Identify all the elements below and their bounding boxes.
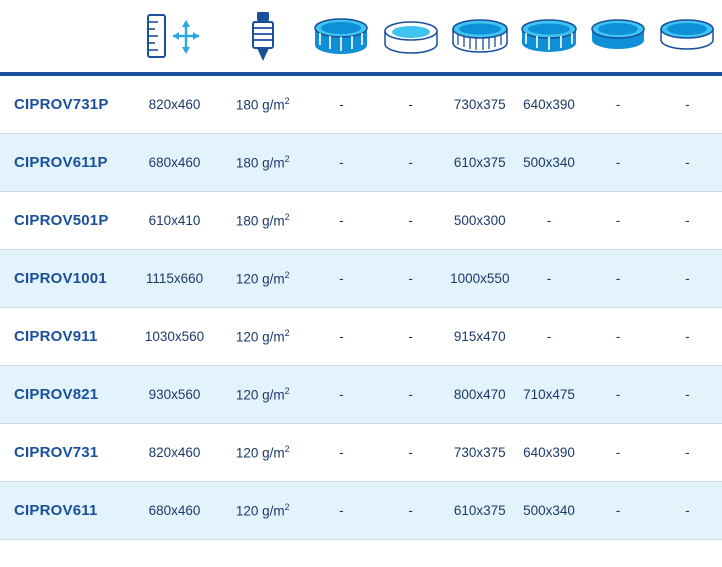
cell-round-inflatable: - <box>376 192 445 250</box>
cell-code: CIPROV911 <box>0 308 130 366</box>
round-pool-blue-icon <box>584 6 653 66</box>
cell-oval-frame: - <box>514 308 583 366</box>
cell-round-pool-blue: - <box>584 74 653 134</box>
header-oval-rattan-pool <box>445 0 514 74</box>
table-row <box>0 308 722 366</box>
weight-value: 120 g/m <box>235 503 285 519</box>
cell-round-pool-blue: - <box>584 192 653 250</box>
weight-exponent: 2 <box>284 212 290 223</box>
weight-exponent: 2 <box>284 270 290 281</box>
weight-value: 120 g/m <box>235 445 285 461</box>
cell-round-pool-white: - <box>653 424 722 482</box>
cell-round-pool-white: - <box>653 250 722 308</box>
ruler-arrows-icon <box>130 6 218 66</box>
cell-code: CIPROV611P <box>0 134 130 192</box>
weight-exponent: 2 <box>284 154 290 165</box>
header-round-pool-blue <box>584 0 653 74</box>
table-row <box>0 250 722 308</box>
weight-exponent: 2 <box>284 328 290 339</box>
round-pool-white-icon <box>653 6 722 66</box>
cell-code: CIPROV821 <box>0 366 130 424</box>
cell-code: CIPROV501P <box>0 192 130 250</box>
cell-round-inflatable: - <box>376 74 445 134</box>
cell-code: CIPROV731P <box>0 74 130 134</box>
cell-dimensions: 1115x660 <box>130 250 218 308</box>
header-dimensions <box>130 0 218 74</box>
cell-weight <box>219 134 307 192</box>
cell-oval-frame: - <box>514 250 583 308</box>
cell-round-inflatable: - <box>376 308 445 366</box>
cell-code: CIPROV611 <box>0 482 130 540</box>
cell-round-pool-white: - <box>653 482 722 540</box>
cell-round-frame: - <box>307 74 376 134</box>
weight-value: 120 g/m <box>235 271 285 287</box>
cell-oval-rattan: 730x375 <box>445 74 514 134</box>
cell-code: CIPROV1001 <box>0 250 130 308</box>
cell-round-inflatable: - <box>376 250 445 308</box>
cell-oval-frame: 640x390 <box>514 424 583 482</box>
cell-round-pool-white: - <box>653 308 722 366</box>
cell-round-frame: - <box>307 366 376 424</box>
cell-code: CIPROV731 <box>0 424 130 482</box>
header-code-blank <box>0 0 130 74</box>
cell-dimensions: 820x460 <box>130 424 218 482</box>
cell-round-pool-blue: - <box>584 482 653 540</box>
weight-value: 120 g/m <box>235 387 285 403</box>
header-round-pool-white <box>653 0 722 74</box>
cell-oval-frame: 500x340 <box>514 134 583 192</box>
cell-round-inflatable: - <box>376 366 445 424</box>
cell-round-inflatable: - <box>376 134 445 192</box>
cell-weight <box>219 308 307 366</box>
cell-dimensions: 930x560 <box>130 366 218 424</box>
header-weight <box>219 0 307 74</box>
table-row <box>0 482 722 540</box>
cell-round-frame: - <box>307 192 376 250</box>
cell-round-pool-white: - <box>653 74 722 134</box>
cell-oval-rattan: 1000x550 <box>445 250 514 308</box>
cell-round-pool-white: - <box>653 366 722 424</box>
cell-oval-frame: 500x340 <box>514 482 583 540</box>
cell-oval-rattan: 610x375 <box>445 134 514 192</box>
weight-value: 120 g/m <box>235 329 285 345</box>
cell-round-pool-white: - <box>653 192 722 250</box>
cell-weight <box>219 74 307 134</box>
cell-oval-frame: - <box>514 192 583 250</box>
cell-oval-rattan: 800x470 <box>445 366 514 424</box>
cell-oval-frame: 640x390 <box>514 74 583 134</box>
table-row <box>0 74 722 134</box>
cell-weight <box>219 366 307 424</box>
cell-round-frame: - <box>307 424 376 482</box>
cell-oval-rattan: 610x375 <box>445 482 514 540</box>
cell-round-frame: - <box>307 134 376 192</box>
cell-oval-rattan: 915x470 <box>445 308 514 366</box>
cell-oval-rattan: 500x300 <box>445 192 514 250</box>
round-inflatable-pool-icon <box>376 6 445 66</box>
weight-value: 180 g/m <box>235 213 285 229</box>
table-row <box>0 366 722 424</box>
table-body <box>0 74 722 540</box>
header-round-inflatable-pool <box>376 0 445 74</box>
oval-rattan-pool-icon <box>445 6 514 66</box>
cell-round-pool-blue: - <box>584 308 653 366</box>
cell-round-frame: - <box>307 250 376 308</box>
cell-dimensions: 610x410 <box>130 192 218 250</box>
thickness-gauge-icon <box>219 6 307 66</box>
oval-frame-pool-icon <box>514 6 583 66</box>
cell-dimensions: 680x460 <box>130 134 218 192</box>
weight-exponent: 2 <box>284 96 290 107</box>
header-round-frame-pool <box>307 0 376 74</box>
header-oval-frame-pool <box>514 0 583 74</box>
weight-exponent: 2 <box>284 386 290 397</box>
weight-exponent: 2 <box>284 444 290 455</box>
cell-dimensions: 680x460 <box>130 482 218 540</box>
cell-round-pool-white: - <box>653 134 722 192</box>
cell-round-frame: - <box>307 308 376 366</box>
round-frame-pool-icon <box>307 6 376 66</box>
weight-value: 180 g/m <box>235 155 285 171</box>
cell-round-pool-blue: - <box>584 250 653 308</box>
weight-value: 180 g/m <box>235 97 285 113</box>
cell-weight <box>219 482 307 540</box>
cell-round-pool-blue: - <box>584 134 653 192</box>
table-header <box>0 0 722 74</box>
weight-exponent: 2 <box>284 502 290 513</box>
cell-weight <box>219 192 307 250</box>
cell-oval-frame: 710x475 <box>514 366 583 424</box>
table-row <box>0 192 722 250</box>
cell-round-inflatable: - <box>376 424 445 482</box>
table-row <box>0 424 722 482</box>
table-row <box>0 134 722 192</box>
cell-dimensions: 1030x560 <box>130 308 218 366</box>
cell-round-pool-blue: - <box>584 366 653 424</box>
cell-weight <box>219 250 307 308</box>
cell-round-inflatable: - <box>376 482 445 540</box>
cell-round-pool-blue: - <box>584 424 653 482</box>
cell-dimensions: 820x460 <box>130 74 218 134</box>
cell-round-frame: - <box>307 482 376 540</box>
cell-oval-rattan: 730x375 <box>445 424 514 482</box>
cell-weight <box>219 424 307 482</box>
